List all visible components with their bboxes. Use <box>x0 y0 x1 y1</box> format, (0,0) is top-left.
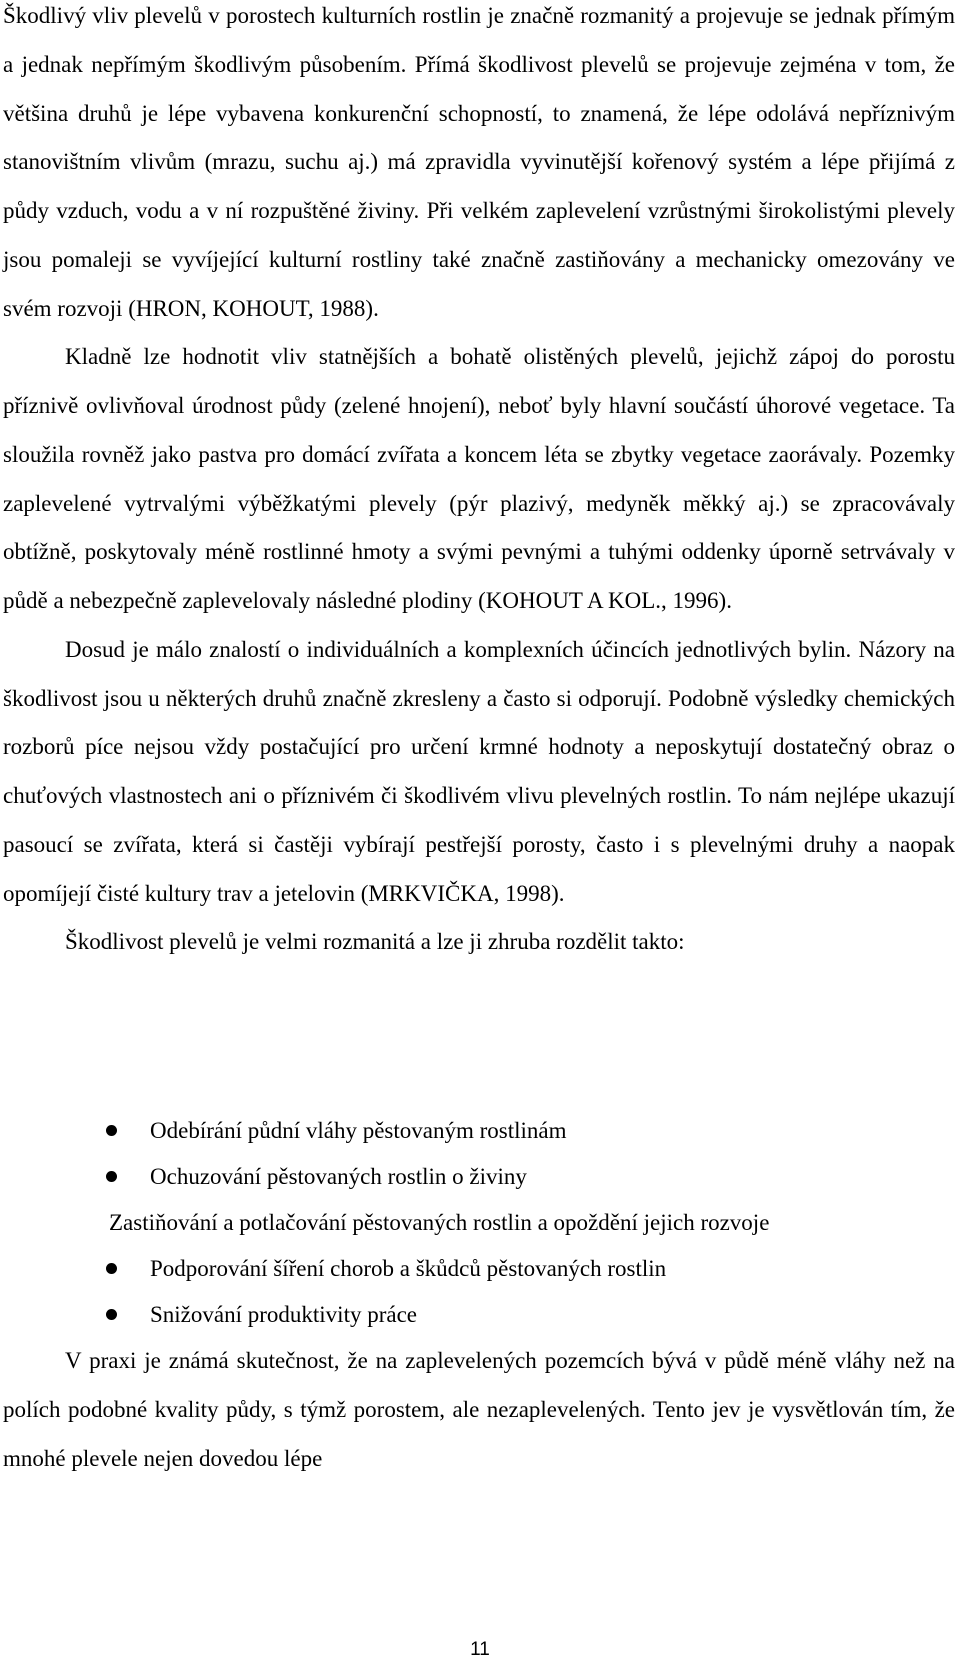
list-item-text: Odebírání půdní vláhy pěstovaným rostlinám <box>150 1118 567 1143</box>
body-text-lower <box>3 1337 955 1483</box>
page-number: 11 <box>470 1639 490 1660</box>
list-item <box>0 1203 960 1243</box>
list-item-text: Zastiňování a potlačování pěstovaných rostlin a opoždění jejich rozvoje <box>109 1210 770 1235</box>
list-item <box>0 1249 960 1289</box>
bullet-icon <box>106 1309 117 1320</box>
body-text-upper <box>3 0 955 967</box>
paragraph-positive-effects: Kladně lze hodnotit vliv statnějších a bohatě olistěných plevelů, jejichž zápoj do porostu příznivě ovlivňoval úrodnost půdy (zelené hnojení), neboť byly hlavní součástí úhorové vegetace. Ta sloužila rovněž jako pastva pro domácí zvířata a koncem léta se zbytky vegetace zaorávaly. Pozemky zaplevelené vytrvalými výběžkatými plevely (pýr plazivý, medyněk měkký aj.) se zpracovávaly obtížně, poskytovaly méně rostlinné hmoty a svými pevnými a tuhými oddenky úporně setrvávaly v půdě a nebezpečně zaplevelovaly následné plodiny (KOHOUT A KOL., 1996). <box>3 344 955 613</box>
list-item-text: Ochuzování pěstovaných rostlin o živiny <box>150 1164 527 1189</box>
list-item-text: Snižování produktivity práce <box>150 1302 417 1327</box>
bullet-icon <box>106 1263 117 1274</box>
bullet-icon <box>106 1171 117 1182</box>
list-item <box>0 1111 960 1151</box>
list-item <box>0 1295 960 1335</box>
list-item <box>0 1157 960 1197</box>
bullet-icon <box>106 1125 117 1136</box>
paragraph-soil-moisture: V praxi je známá skutečnost, že na zaplevelených pozemcích bývá v půdě méně vláhy než na polích podobné kvality půdy, s týmž porostem, ale nezaplevelených. Tento jev je vysvětlován tím, že mnohé plevele nejen dovedou lépe <box>3 1348 955 1471</box>
paragraph-plant-competition: Škodlivý vliv plevelů v porostech kulturních rostlin je značně rozmanitý a projevuje se jednak přímým a jednak nepřímým škodlivým působením. Přímá škodlivost plevelů se projevuje zejména v tom, že většina druhů je lépe vybavena konkurenční schopností, to znamená, že lépe odolává nepříznivým stanovištním vlivům (mrazu, suchu aj.) má zpravidla vyvinutější kořenový systém a lépe přijímá z půdy vzduch, vodu a v ní rozpuštěné živiny. Při velkém zaplevelení vzrůstnými širokolistými plevely jsou pomaleji se vyvíjející kulturní rostliny také značně zastiňovány a mechanicky omezovány ve svém rozvoji (HRON, KOHOUT, 1988). <box>3 3 955 321</box>
list-item-text: Podporování šíření chorob a škůdců pěstovaných rostlin <box>150 1256 667 1281</box>
paragraph-knowledge-gaps: Dosud je málo znalostí o individuálních a komplexních účincích jednotlivých bylin. Názory na škodlivost jsou u některých druhů značně zkresleny a často si odporují. Podobně výsledky chemických rozborů píce nejsou vždy postačující pro určení krmné hodnoty a neposkytují dostatečný obraz o chuťových vlastnostech ani o příznivém či škodlivém vlivu plevelných rostlin. To nám nejlépe ukazují pasoucí se zvířata, která si častěji vybírají pestřejší porosty, často i s plevelnými druhy a naopak opomíjejí čisté kultury trav a jetelovin (MRKVIČKA, 1998). <box>3 636 955 906</box>
paragraph-list-intro: Škodlivost plevelů je velmi rozmanitá a lze ji zhruba rozdělit takto: <box>65 929 685 955</box>
